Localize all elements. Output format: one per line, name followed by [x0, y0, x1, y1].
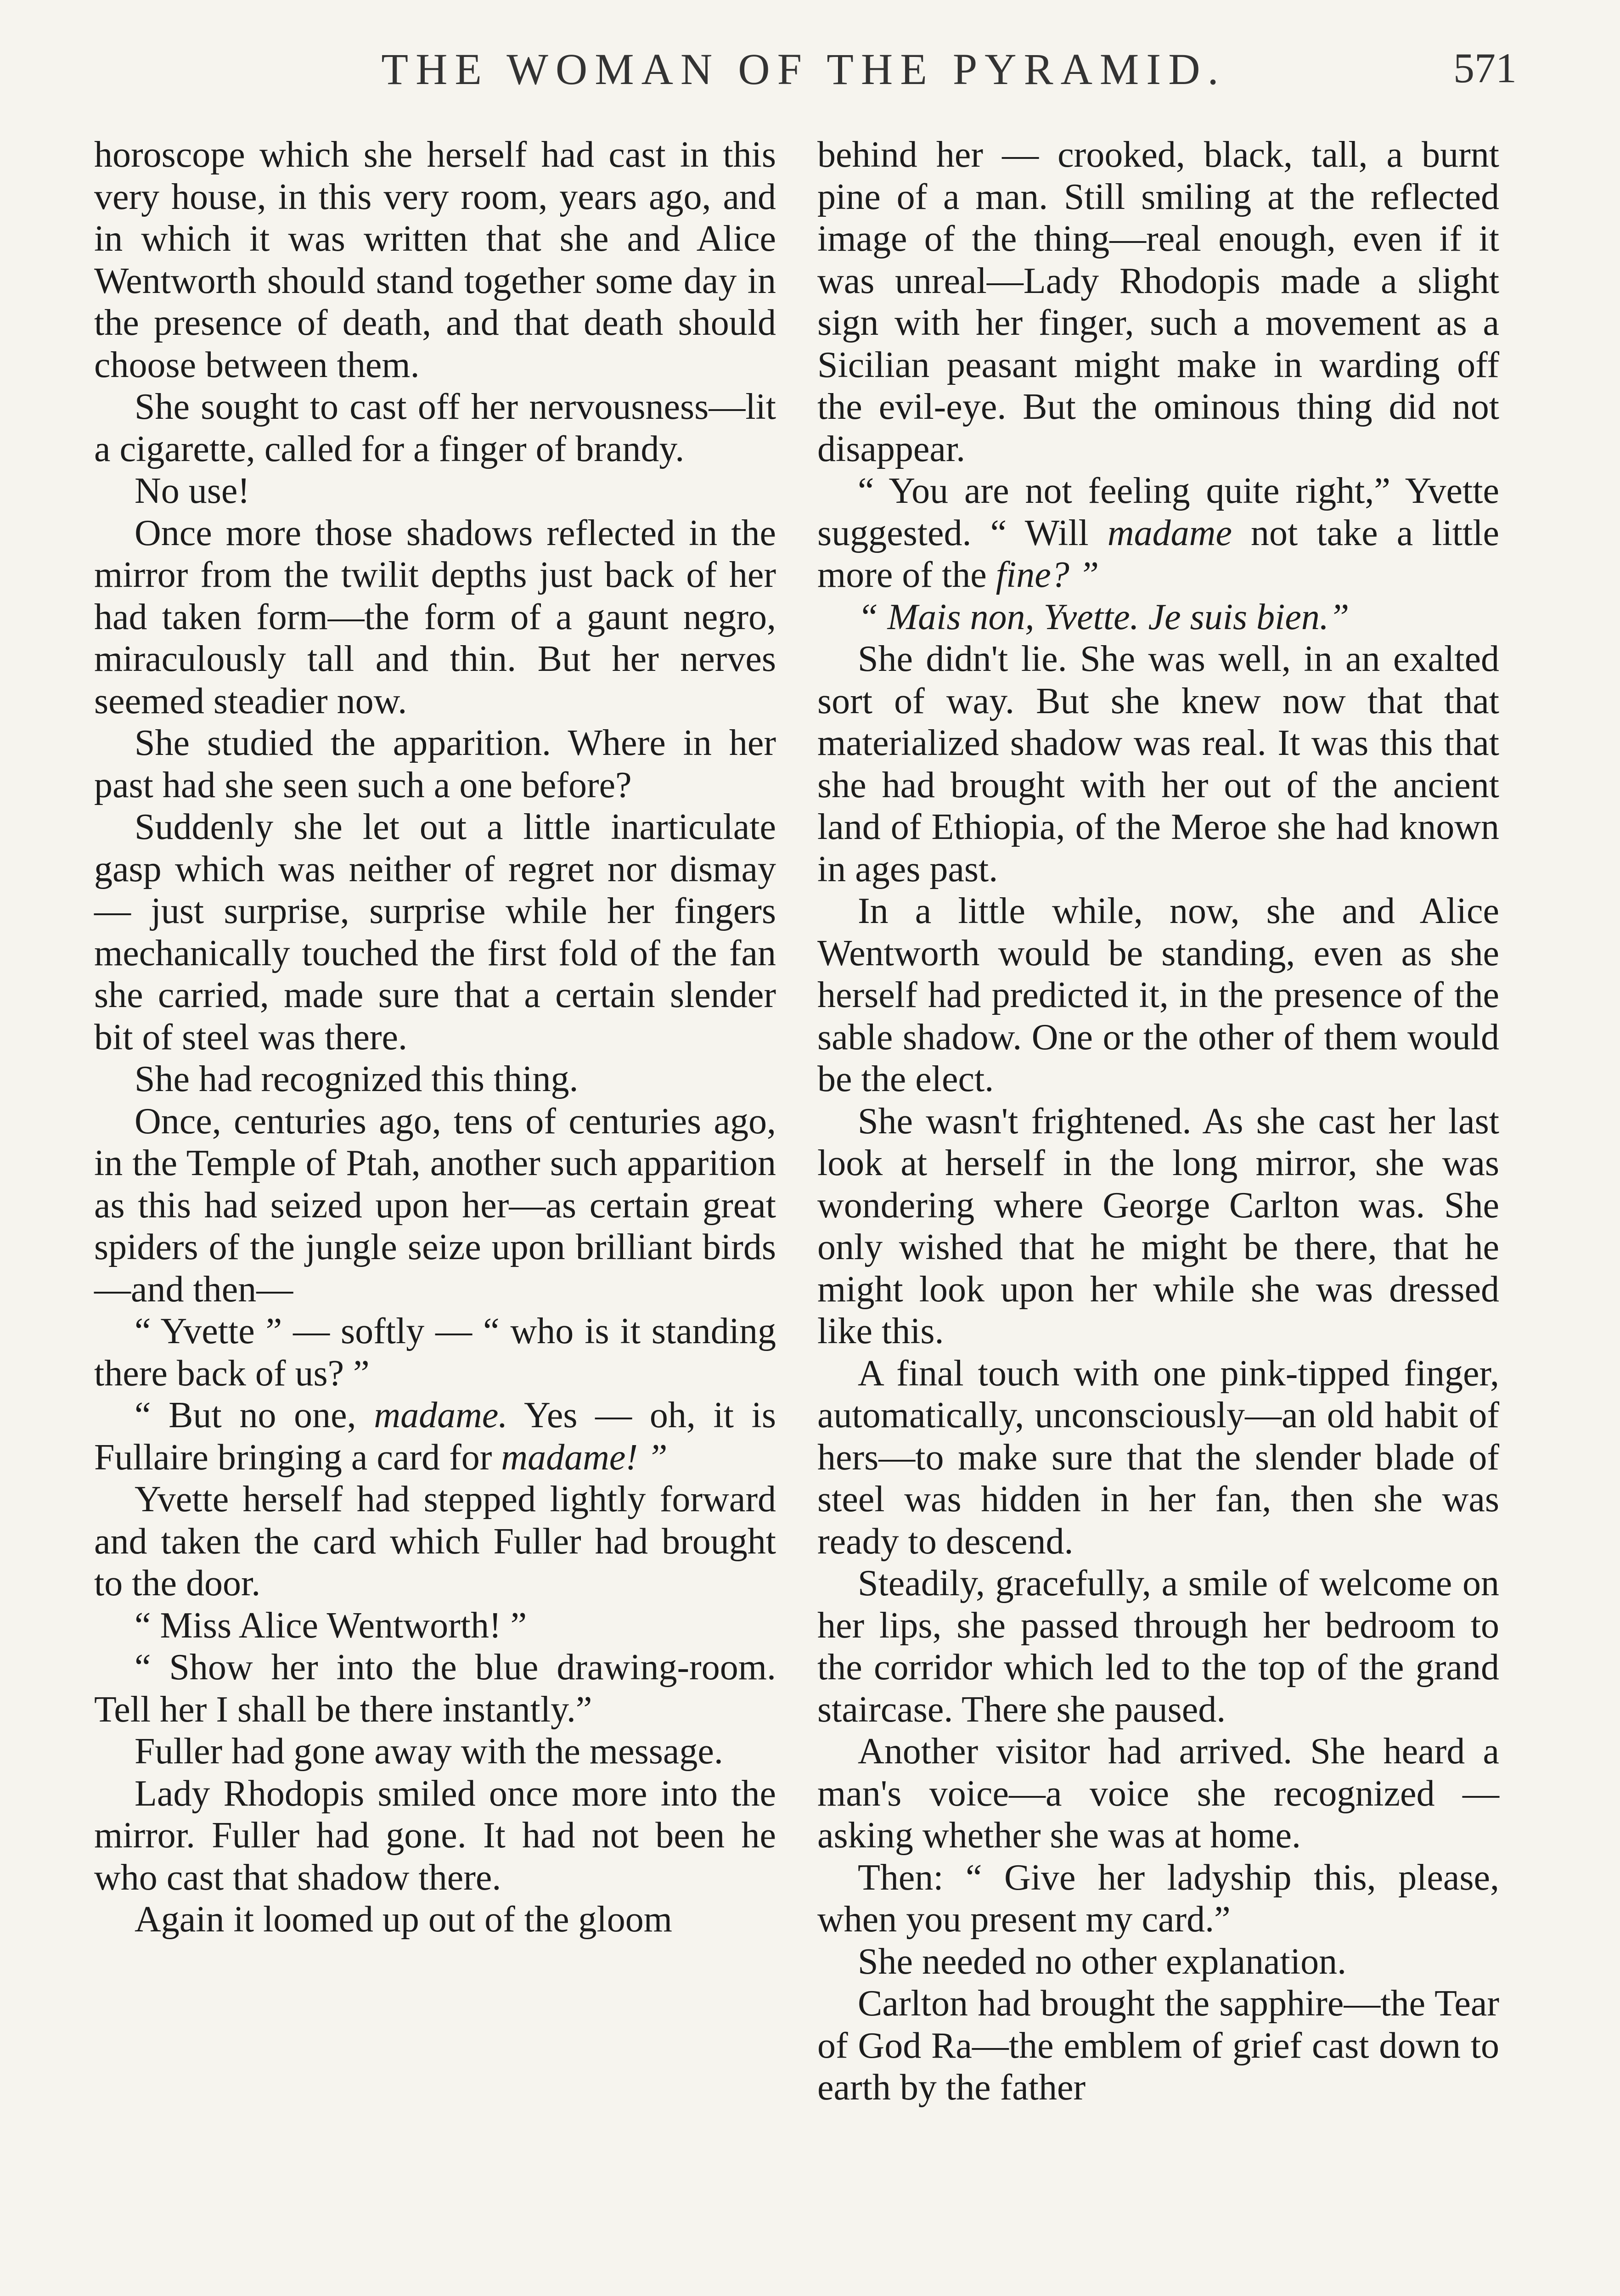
- text-run: Yes — oh, it is Fullaire bringing a card for: [94, 1395, 776, 1478]
- paragraph: [94, 1395, 776, 1479]
- paragraph: Lady Rhodopis smiled once more into the mirror. Fuller had gone. It had not been he who cast that shadow there.: [94, 1773, 776, 1898]
- right-column: [817, 134, 1499, 2109]
- paragraph: Another visitor had arrived. She heard a man's voice—a voice she recognized — asking whether she was at home.: [817, 1731, 1499, 1856]
- paragraph: Once, centuries ago, tens of centuries ago, in the Temple of Ptah, another such apparition as this had seized upon her—as certain great spiders of the jungle seize upon brilliant birds—and then—: [94, 1101, 776, 1310]
- paragraph: [817, 470, 1499, 597]
- paragraph: Fuller had gone away with the message.: [135, 1731, 723, 1772]
- paragraph: She studied the apparition. Where in her past had she seen such a one before?: [94, 723, 776, 805]
- paragraph: Yvette herself had stepped lightly forward and taken the card which Fuller had brought to the door.: [94, 1479, 776, 1604]
- paragraph: She sought to cast off her nervousness—lit a cigarette, called for a finger of brandy.: [94, 387, 776, 469]
- paragraph: horoscope which she herself had cast in this very house, in this very room, years ago, and in which it was written that she and Alice Wentworth should stand together some day in the presence of death, and that death should choose between them.: [94, 135, 776, 385]
- text-run: “ But no one,: [135, 1395, 374, 1435]
- paragraph: She had recognized this thing.: [135, 1059, 579, 1099]
- italic-text: madame: [1107, 512, 1232, 553]
- paragraph: behind her — crooked, black, tall, a burnt pine of a man. Still smiling at the reflected image of the thing—real enough, even if it was unreal—Lady Rhodopis made a slight sign with her finger, such a movement as a Sicilian peasant might make in warding off the evil-eye. But the ominous thing did not disappear.: [817, 135, 1499, 469]
- paragraph: No use!: [135, 471, 250, 511]
- paragraph: She wasn't frightened. As she cast her last look at herself in the long mirror, she was wondering where George Carlton was. She only wished that he might be there, that he might look upon her while she was dressed like this.: [817, 1101, 1499, 1351]
- paragraph: Suddenly she let out a little inarticulate gasp which was neither of regret nor dismay — just surprise, surprise while her fingers mechanically touched the first fold of the fan she carried, made sure that a certain slender bit of steel was there.: [94, 807, 776, 1058]
- italic-text: madame.: [374, 1395, 508, 1435]
- paragraph: “ Yvette ” — softly — “ who is it standing there back of us? ”: [94, 1311, 776, 1394]
- running-title: THE WOMAN OF THE PYRAMID.: [381, 45, 1226, 94]
- italic-text: “ Mais non, Yvette. Je suis bien.”: [858, 597, 1350, 637]
- paragraph: “ Miss Alice Wentworth! ”: [135, 1605, 527, 1646]
- italic-text: madame! ”: [501, 1437, 668, 1478]
- paragraph: Steadily, gracefully, a smile of welcome on her lips, she passed through her bedroom to the corridor which led to the top of the grand staircase. There she paused.: [817, 1563, 1499, 1730]
- page-number: 571: [1453, 45, 1517, 91]
- text-run: “ You are not feeling quite right,” Yvette suggested. “ Will: [817, 471, 1499, 553]
- page-header: [0, 44, 1620, 103]
- paragraph: [817, 597, 1499, 639]
- italic-text: fine? ”: [996, 555, 1099, 595]
- text-run: not take a little more of the: [817, 512, 1499, 595]
- paragraph: She didn't lie. She was well, in an exalted sort of way. But she knew now that that materialized shadow was real. It was this that she had brought with her out of the ancient land of Ethiopia, of the Meroe she had known in ages past.: [817, 639, 1499, 889]
- paragraph: Once more those shadows reflected in the mirror from the twilit depths just back of her had taken form—the form of a gaunt negro, miraculously tall and thin. But her nerves seemed steadier now.: [94, 512, 776, 721]
- paragraph: Again it loomed up out of the gloom: [135, 1899, 672, 1940]
- paragraph: Carlton had brought the sapphire—the Tear of God Ra—the emblem of grief cast down to earth by the father: [817, 1983, 1499, 2108]
- paragraph: Then: “ Give her ladyship this, please, when you present my card.”: [817, 1857, 1499, 1940]
- paragraph: “ Show her into the blue drawing-room. Tell her I shall be there instantly.”: [94, 1647, 776, 1730]
- paragraph: A final touch with one pink-tipped finger, automatically, unconsciously—an old habit of hers—to make sure that the slender blade of steel was hidden in her fan, then she was ready to descend.: [817, 1353, 1499, 1562]
- paragraph: In a little while, now, she and Alice Wentworth would be standing, even as she herself had predicted it, in the presence of the sable shadow. One or the other of them would be the elect.: [817, 891, 1499, 1099]
- paragraph: She needed no other explanation.: [858, 1941, 1347, 1982]
- left-column: [94, 134, 776, 1941]
